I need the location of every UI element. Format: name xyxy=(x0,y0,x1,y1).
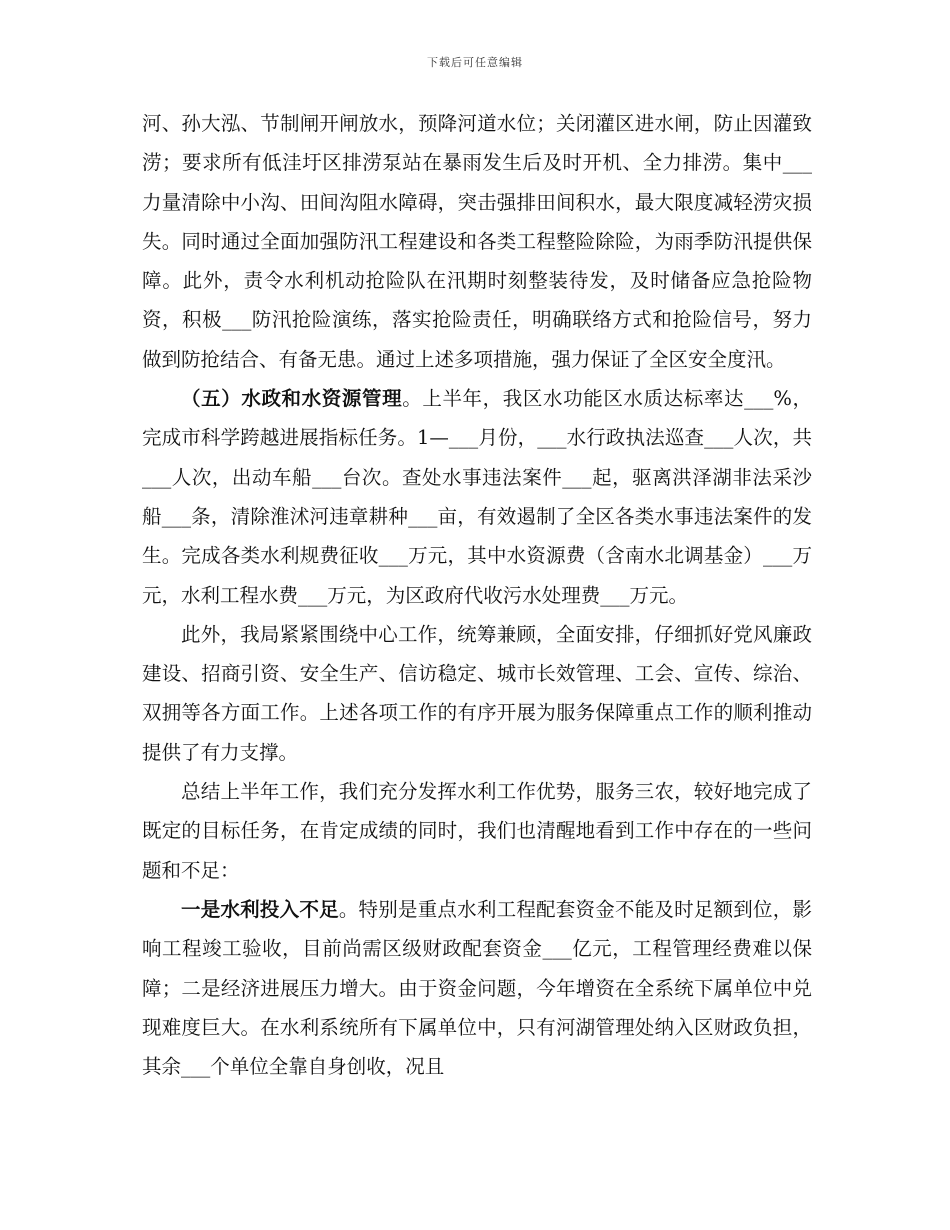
page-header: 下载后可任意编辑 xyxy=(427,56,523,69)
document-body xyxy=(142,104,812,1086)
paragraph-problem-one xyxy=(142,890,812,1086)
paragraph-flood-measures xyxy=(142,104,812,379)
problem-heading-investment: 一是水利投入不足 xyxy=(181,897,339,921)
paragraph-water-administration xyxy=(142,379,812,615)
paragraph-body: 河、孙大泓、节制闸开闸放水，预降河道水位；关闭灌区进水闸，防止因灌致涝；要求所有低洼圩区排涝泵站在暴雨发生后及时开机、全力排涝。集中___力量清除中小沟、田间沟阻水障碍，突击强排田间积水，最大限度减轻涝灾损失。同时通过全面加强防汛工程建设和各类工程整险除险，为雨季防汛提供保障。此外，责令水利机动抢险队在汛期时刻整装待发，及时储备应急抢险物资，积极___防汛抢险演练，落实抢险责任，明确联络方式和抢险信号，努力做到防抢结合、有备无患。通过上述多项措施，强力保证了全区安全度汛。 xyxy=(142,112,812,371)
paragraph-body: 。上半年，我区水功能区水质达标率达___%，完成市科学跨越进展指标任务。1—___月份，___水行政执法巡查___人次，共___人次，出动车船___台次。查处水事违法案件___起，驱离洪泽湖非法采沙船___条，清除淮沭河违章耕种___亩，有效遏制了全区各类水事违法案件的发生。完成各类水利规费征收___万元，其中水资源费（含南水北调基金）___万元，水利工程水费___万元，为区政府代收污水处理费___万元。 xyxy=(142,387,812,607)
section-heading-water-administration: （五）水政和水资源管理 xyxy=(181,387,403,411)
paragraph-body: 总结上半年工作，我们充分发挥水利工作优势，服务三农，较好地完成了既定的目标任务，在肯定成绩的同时，我们也清醒地看到工作中存在的一些问题和不足： xyxy=(142,780,812,882)
paragraph-body: 。特别是重点水利工程配套资金不能及时足额到位，影响工程竣工验收，目前尚需区级财政配套资金___亿元，工程管理经费难以保障；二是经济进展压力增大。由于资金问题，今年增资在全系统下属单位中兑现难度巨大。在水利系统所有下属单位中，只有河湖管理处纳入区财政负担，其余___个单位全靠自身创收，况且 xyxy=(142,897,812,1079)
paragraph-body: 此外，我局紧紧围绕中心工作，统筹兼顾，全面安排，仔细抓好党风廉政建设、招商引资、安全生产、信访稳定、城市长效管理、工会、宣传、综治、双拥等各方面工作。上述各项工作的有序开展为服务保障重点工作的顺利推动提供了有力支撑。 xyxy=(142,622,812,764)
paragraph-other-work xyxy=(142,615,812,772)
paragraph-summary xyxy=(142,772,812,890)
